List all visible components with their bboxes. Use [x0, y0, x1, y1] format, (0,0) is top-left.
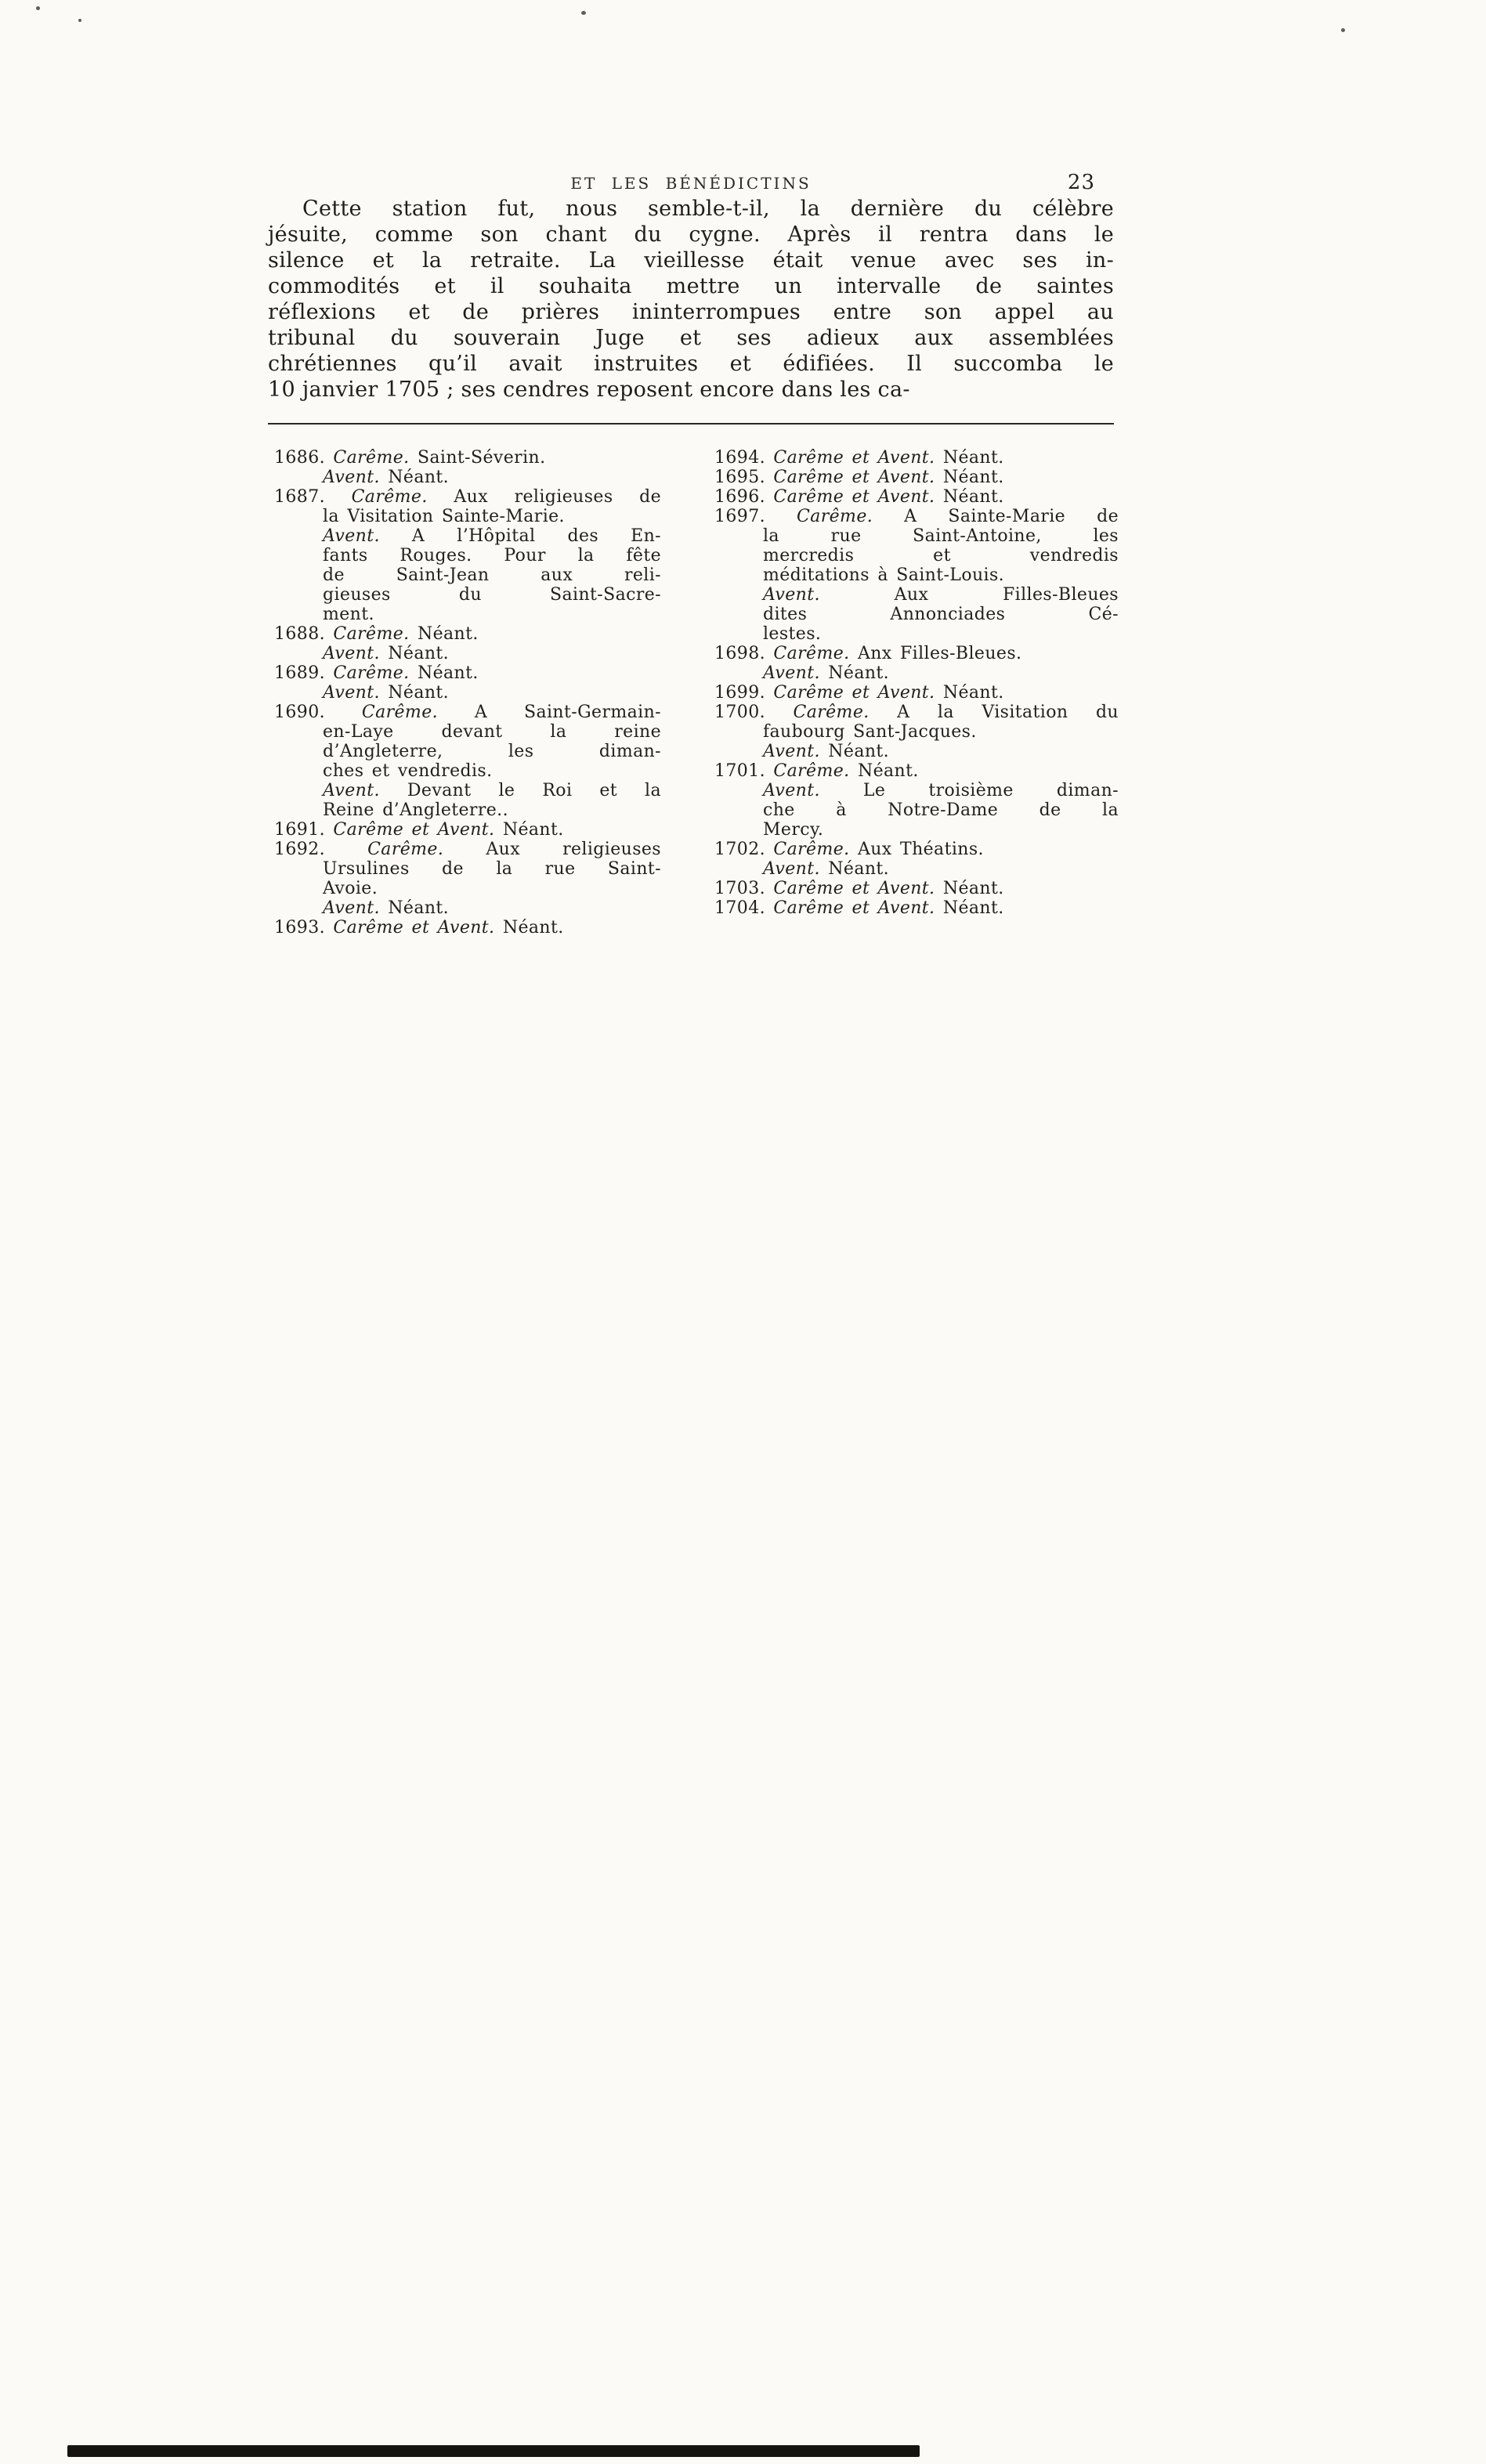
footnote-entry-1686-continuation — [274, 468, 661, 487]
scan-speck — [1341, 28, 1345, 32]
footnote-entry-1690-continuation — [274, 722, 661, 742]
italic-run: Carême. — [333, 663, 410, 683]
text-run: A la Visitation du — [869, 703, 1119, 722]
italic-run: Carême. — [351, 487, 428, 507]
italic-run: Avent. — [763, 742, 820, 761]
text-run: 1692. — [274, 840, 368, 859]
text-run: 1687. — [274, 487, 352, 507]
text-run: Saint-Séverin. — [409, 448, 546, 468]
scan-speck — [581, 11, 586, 15]
footnote-entry-1692-continuation — [274, 898, 661, 918]
text-run: Mercy. — [763, 820, 824, 840]
footnote-entry-1688-line — [274, 624, 661, 644]
text-run: 1689. — [274, 663, 334, 683]
italic-run: Carême et Avent. — [333, 820, 495, 840]
text-run: Aux religieuses — [443, 840, 662, 859]
text-run: A Saint-Germain- — [438, 703, 661, 722]
paragraph-line: chrétiennes qu’il avait instruites et édifiées. Il succomba le — [268, 352, 1114, 376]
text-run: dites Annonciades Cé- — [763, 605, 1119, 624]
footnote-entry-1692-continuation — [274, 859, 661, 879]
italic-run: Avent. — [763, 585, 820, 605]
text-run: 1686. — [274, 448, 334, 468]
text-run: gieuses du Saint-Sacre- — [323, 585, 661, 605]
text-run: de Saint-Jean aux reli- — [323, 565, 661, 585]
text-run: Néant. — [935, 487, 1004, 507]
italic-run: Avent. — [323, 468, 380, 487]
text-run: Néant. — [935, 879, 1004, 898]
footnote-entry-1690-continuation — [274, 800, 661, 820]
footnote-entry-1701-continuation — [714, 820, 1119, 840]
footnote-entry-1701-continuation — [714, 800, 1119, 820]
text-run: Devant le Roi et la — [379, 781, 661, 800]
text-run: 1698. — [714, 644, 774, 663]
footnote-entry-1703-line — [714, 879, 1119, 898]
text-run: A l’Hôpital des En- — [379, 526, 661, 546]
footnote-entry-1697-continuation — [714, 605, 1119, 624]
italic-run: Carême et Avent. — [773, 683, 935, 703]
text-run: Néant. — [494, 918, 564, 938]
text-run: che à Notre-Dame de la — [763, 800, 1119, 820]
text-run: Néant. — [379, 468, 450, 487]
text-run: Néant. — [935, 448, 1004, 468]
paragraph-line: Cette station fut, nous semble-t-il, la dernière du célèbre — [302, 197, 1114, 221]
footnote-entry-1698-continuation — [714, 663, 1119, 683]
paragraph-line: 10 janvier 1705 ; ses cendres reposent encore dans les ca- — [268, 378, 910, 402]
text-run: 1694. — [714, 448, 774, 468]
text-run: 1688. — [274, 624, 334, 644]
italic-run: Avent. — [323, 898, 380, 918]
italic-run: Carême et Avent. — [773, 898, 935, 918]
text-run: A Sainte-Marie de — [873, 507, 1119, 526]
footnote-entry-1693-line — [274, 918, 661, 938]
italic-run: Avent. — [323, 526, 380, 546]
footnote-entry-1697-continuation — [714, 585, 1119, 605]
text-run: Néant. — [494, 820, 564, 840]
italic-run: Carême et Avent. — [773, 468, 935, 487]
paragraph-line: tribunal du souverain Juge et ses adieux aux assemblées — [268, 326, 1114, 350]
italic-run: Carême et Avent. — [773, 448, 935, 468]
footnote-column-right — [714, 448, 1119, 918]
page-header — [268, 171, 1114, 194]
text-run: mercredis et vendredis — [763, 546, 1119, 565]
text-run: faubourg Sant-Jacques. — [763, 722, 977, 742]
italic-run: Carême. — [367, 840, 444, 859]
footnote-entry-1689-line — [274, 663, 661, 683]
text-run: en-Laye devant la reine — [323, 722, 661, 742]
text-run: ment. — [323, 605, 374, 624]
body-paragraph — [268, 196, 1114, 403]
text-run: Néant. — [819, 663, 890, 683]
text-run: Aux Théatins. — [849, 840, 984, 859]
italic-run: Avent. — [323, 781, 380, 800]
footnote-entry-1704-line — [714, 898, 1119, 918]
text-run: 1695. — [714, 468, 774, 487]
paragraph-line: jésuite, comme son chant du cygne. Après il rentra dans le — [268, 222, 1114, 247]
footnote-entry-1700-continuation — [714, 742, 1119, 761]
text-run: Néant. — [379, 898, 450, 918]
paragraph-line: silence et la retraite. La vieillesse était venue avec ses in- — [268, 248, 1114, 273]
footnote-entry-1699-line — [714, 683, 1119, 703]
footnote-entry-1700-continuation — [714, 722, 1119, 742]
text-run: Ursulines de la rue Saint- — [323, 859, 661, 879]
text-run: méditations à Saint-Louis. — [763, 565, 1005, 585]
text-run: la Visitation Sainte-Marie. — [323, 507, 565, 526]
footnote-entry-1687-continuation — [274, 585, 661, 605]
text-run: Avoie. — [323, 879, 378, 898]
text-run: d’Angleterre, les diman- — [323, 742, 661, 761]
footnote-entry-1687-continuation — [274, 605, 661, 624]
footnote-entry-1702-line — [714, 840, 1119, 859]
footnote-entry-1696-line — [714, 487, 1119, 507]
text-run: la rue Saint-Antoine, les — [763, 526, 1119, 546]
footnote-entry-1690-continuation — [274, 742, 661, 761]
footnote-entry-1690-continuation — [274, 761, 661, 781]
italic-run: Carême. — [333, 624, 410, 644]
italic-run: Avent. — [763, 781, 820, 800]
italic-run: Avent. — [323, 683, 380, 703]
text-run: ches et vendredis. — [323, 761, 493, 781]
scan-speck — [36, 6, 40, 10]
italic-run: Carême. — [796, 507, 873, 526]
footnote-entry-1687-continuation — [274, 526, 661, 546]
text-run: 1697. — [714, 507, 797, 526]
text-run: 1690. — [274, 703, 362, 722]
text-run: 1703. — [714, 879, 774, 898]
italic-run: Carême. — [773, 761, 850, 781]
italic-run: Carême. — [361, 703, 439, 722]
italic-run: Carême. — [773, 840, 850, 859]
text-run: Néant. — [409, 663, 479, 683]
footnote-entry-1697-continuation — [714, 624, 1119, 644]
footnote-separator-rule — [268, 423, 1114, 425]
footnote-entry-1690-line — [274, 703, 661, 722]
footnote-entry-1686-line — [274, 448, 661, 468]
text-run: 1701. — [714, 761, 774, 781]
text-run: 1704. — [714, 898, 774, 918]
italic-run: Carême et Avent. — [773, 487, 935, 507]
text-run: 1691. — [274, 820, 334, 840]
footnote-entry-1697-continuation — [714, 526, 1119, 546]
footnote-entry-1688-continuation — [274, 644, 661, 663]
italic-run: Carême. — [333, 448, 410, 468]
footnote-entry-1702-continuation — [714, 859, 1119, 879]
footnote-entry-1687-continuation — [274, 546, 661, 565]
footnote-entry-1691-line — [274, 820, 661, 840]
footnote-column-left — [274, 448, 661, 938]
text-run: 1699. — [714, 683, 774, 703]
footnote-entry-1701-line — [714, 761, 1119, 781]
text-run: Néant. — [409, 624, 479, 644]
footnote-entry-1687-continuation — [274, 507, 661, 526]
text-run: 1693. — [274, 918, 334, 938]
text-run: Reine d’Angleterre.. — [323, 800, 508, 820]
text-run: Néant. — [935, 898, 1004, 918]
footnote-entry-1687-continuation — [274, 565, 661, 585]
text-run: Néant. — [379, 644, 450, 663]
paragraph-line: réflexions et de prières ininterrompues entre son appel au — [268, 300, 1114, 324]
text-run: 1702. — [714, 840, 774, 859]
italic-run: Avent. — [763, 663, 820, 683]
italic-run: Avent. — [763, 859, 820, 879]
text-run: Néant. — [935, 468, 1004, 487]
footnote-entry-1701-continuation — [714, 781, 1119, 800]
page-number: 23 — [1067, 171, 1095, 194]
text-run: Anx Filles-Bleues. — [849, 644, 1022, 663]
footnote-entry-1695-line — [714, 468, 1119, 487]
paragraph-line: commodités et il souhaita mettre un intervalle de saintes — [268, 274, 1114, 298]
footnote-entry-1697-continuation — [714, 565, 1119, 585]
text-run: 1700. — [714, 703, 794, 722]
text-run: Le troisième diman- — [819, 781, 1119, 800]
text-run: Néant. — [849, 761, 919, 781]
italic-run: Carême et Avent. — [773, 879, 935, 898]
italic-run: Carême. — [793, 703, 870, 722]
text-run: Néant. — [379, 683, 450, 703]
scan-artifact-bar — [67, 2445, 920, 2457]
footnote-entry-1689-continuation — [274, 683, 661, 703]
text-run: Néant. — [819, 859, 890, 879]
footnote-entry-1694-line — [714, 448, 1119, 468]
text-run: Néant. — [819, 742, 890, 761]
text-run: Néant. — [935, 683, 1004, 703]
scan-speck — [78, 19, 81, 22]
footnote-entry-1698-line — [714, 644, 1119, 663]
italic-run: Carême. — [773, 644, 850, 663]
text-run: Aux Filles-Bleues — [819, 585, 1119, 605]
footnote-entry-1692-continuation — [274, 879, 661, 898]
footnote-entry-1692-line — [274, 840, 661, 859]
footnote-entry-1697-line — [714, 507, 1119, 526]
running-title: ET LES BÉNÉDICTINS — [570, 174, 812, 193]
text-run: lestes. — [763, 624, 822, 644]
text-run: 1696. — [714, 487, 774, 507]
text-run: Aux religieuses de — [427, 487, 661, 507]
text-run: fants Rouges. Pour la fête — [323, 546, 661, 565]
footnote-entry-1690-continuation — [274, 781, 661, 800]
footnote-entry-1687-line — [274, 487, 661, 507]
italic-run: Carême et Avent. — [333, 918, 495, 938]
footnote-entry-1700-line — [714, 703, 1119, 722]
footnote-entry-1697-continuation — [714, 546, 1119, 565]
italic-run: Avent. — [323, 644, 380, 663]
